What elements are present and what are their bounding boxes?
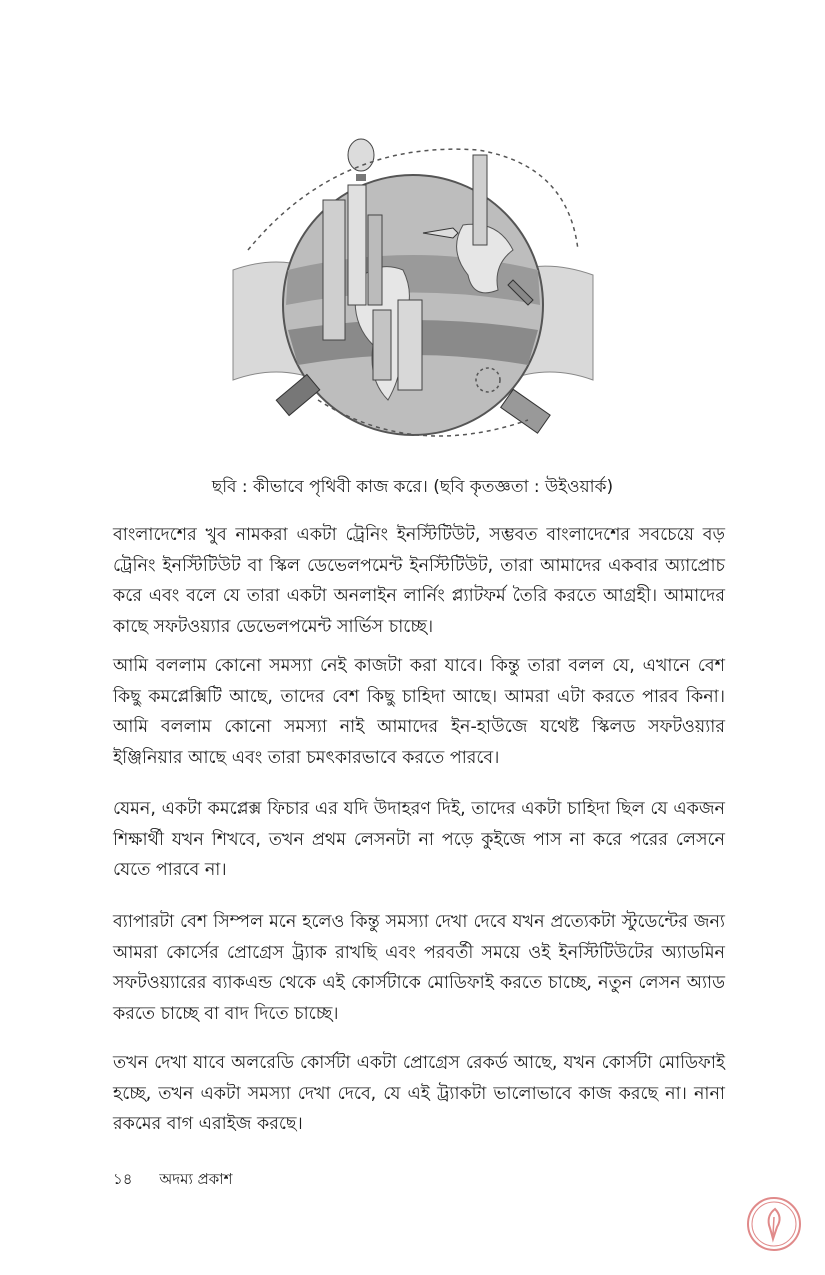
globe-illustration: [228, 130, 598, 460]
body-paragraph: যেমন, একটা কমপ্লেক্স ফিচার এর যদি উদাহরণ দিই, তাদের একটা চাহিদা ছিল যে একজন শিক্ষার্থী যখন শিখবে, তখন প্রথম লেসনটা না পড়ে কুইজে পাস না করে পরের লেসনে যেতে পারবে না।: [113, 799, 725, 880]
page-number: ১৪: [113, 1170, 133, 1188]
body-paragraph: ব্যাপারটা বেশ সিম্পল মনে হলেও কিন্তু সমস্যা দেখা দেবে যখন প্রত্যেকটা স্টুডেন্টের জন্য আমরা কোর্সের প্রোগ্রেস ট্র্যাক রাখছি এবং পরবর্তী সময়ে ওই ইনস্টিটিউটের অ্যাডমিন সফটওয়্যারের ব্যাকএন্ড থেকে এই কোর্সটাকে মোডিফাই করতে চাচ্ছে, নতুন লেসন অ্যাড করতে চাচ্ছে বা বাদ দিতে চাচ্ছে।: [113, 912, 725, 1024]
body-paragraph: তখন দেখা যাবে অলরেডি কোর্সটা একটা প্রোগ্রেস রেকর্ড আছে, যখন কোর্সটা মোডিফাই হচ্ছে, তখন একটা সমস্যা দেখা দেবে, যে এই ট্র্যাকটা ভালোভাবে কাজ করছে না। নানা রকমের বাগ এরাইজ করছে।: [113, 1053, 725, 1134]
page-footer: [113, 1168, 254, 1193]
quill-logo-icon: [745, 1195, 803, 1253]
body-paragraph: বাংলাদেশের খুব নামকরা একটা ট্রেনিং ইনস্টিটিউট, সম্ভবত বাংলাদেশের সবচেয়ে বড় ট্রেনিং ইনস্টিটিউট বা স্কিল ডেভেলপমেন্ট ইনস্টিটিউট, তারা আমাদের একবার অ্যাপ্রোচ করে এবং বলে যে তারা একটা অনলাইন লার্নিং প্ল্যাটফর্ম তৈরি করতে আগ্রহী। আমাদের কাছে সফটওয়্যার ডেভেলপমেন্ট সার্ভিস চাচ্ছে।: [113, 525, 725, 637]
publisher-name: অদম্য প্রকাশ: [159, 1170, 233, 1188]
body-paragraph: আমি বললাম কোনো সমস্যা নেই কাজটা করা যাবে। কিন্তু তারা বলল যে, এখানে বেশ কিছু কমপ্লেক্সিটি আছে, তাদের বেশ কিছু চাহিদা আছে। আমরা এটা করতে পারব কিনা। আমি বললাম কোনো সমস্যা নাই আমাদের ইন-হাউজে যথেষ্ট স্কিলড সফটওয়্যার ইঞ্জিনিয়ার আছে এবং তারা চমৎকারভাবে করতে পারবে।: [113, 656, 725, 768]
figure-caption: ছবি : কীভাবে পৃথিবী কাজ করে। (ছবি কৃতজ্ঞতা : উইওয়ার্ক): [211, 477, 614, 497]
